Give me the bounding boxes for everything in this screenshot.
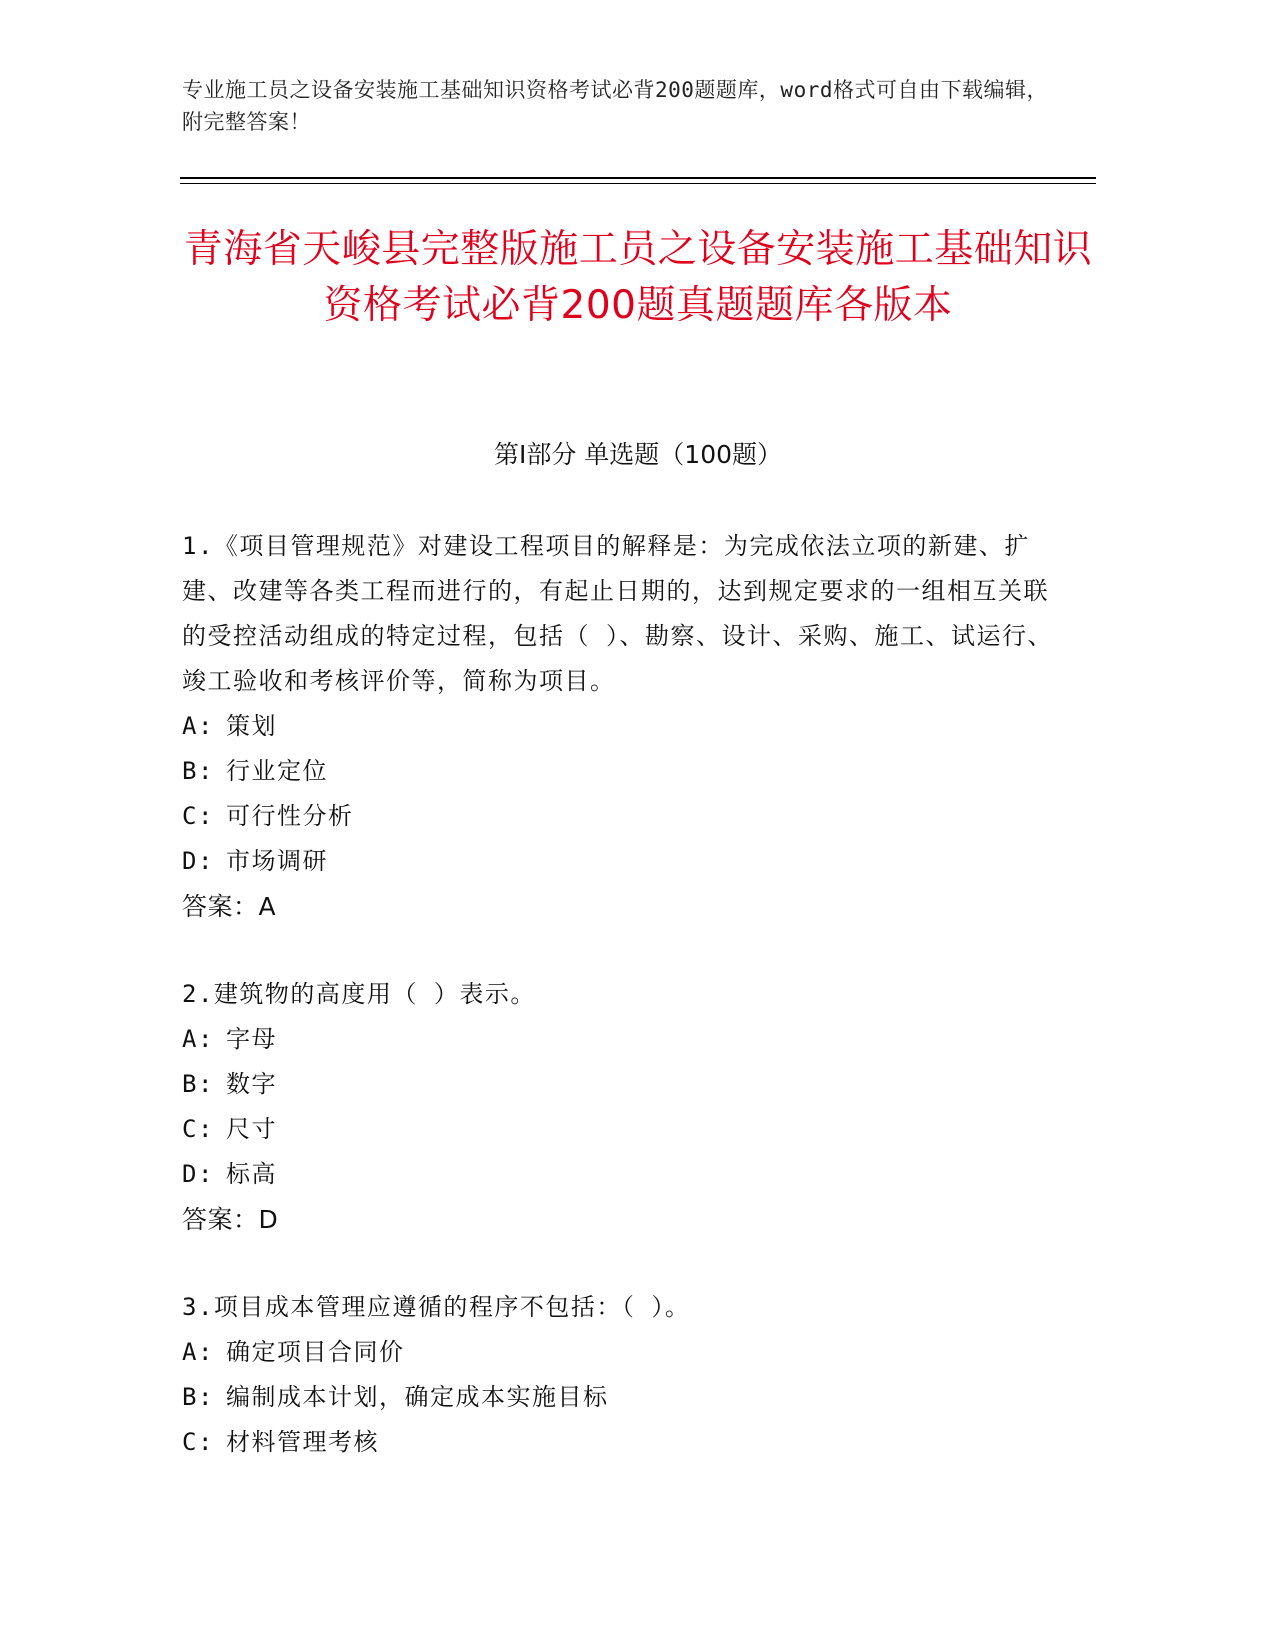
option-label: A: bbox=[182, 1338, 214, 1366]
question-3 bbox=[182, 1285, 1062, 1465]
option-label: B: bbox=[182, 1383, 214, 1411]
option-label: C: bbox=[182, 1428, 214, 1456]
question-list bbox=[182, 524, 1062, 1508]
option-text: 字母 bbox=[226, 1025, 277, 1053]
option-d bbox=[182, 1152, 1062, 1197]
document-title: 青海省天峻县完整版施工员之设备安装施工基础知识资格考试必背200题真题题库各版本 bbox=[183, 227, 1093, 328]
option-label: D: bbox=[182, 847, 214, 875]
option-a bbox=[182, 1017, 1062, 1062]
option-b bbox=[182, 1375, 1062, 1420]
option-label: D: bbox=[182, 1160, 214, 1188]
option-c bbox=[182, 1107, 1062, 1152]
section-title: 第Ⅰ部分 单选题（100题） bbox=[493, 440, 783, 469]
option-c bbox=[182, 1420, 1062, 1465]
answer-line: 答案：D bbox=[182, 1205, 279, 1234]
option-text: 策划 bbox=[226, 712, 277, 740]
option-c bbox=[182, 794, 1062, 839]
option-label: C: bbox=[182, 802, 214, 830]
answer-line: 答案：A bbox=[182, 892, 277, 921]
option-text: 材料管理考核 bbox=[226, 1428, 379, 1456]
option-b bbox=[182, 1062, 1062, 1107]
option-d bbox=[182, 839, 1062, 884]
option-a bbox=[182, 1330, 1062, 1375]
option-text: 行业定位 bbox=[226, 757, 328, 785]
header-note: 专业施工员之设备安装施工基础知识资格考试必背200题题库，word格式可自由下载编辑，附完整答案！ bbox=[182, 78, 1048, 134]
option-label: B: bbox=[182, 757, 214, 785]
option-text: 标高 bbox=[226, 1160, 277, 1188]
option-text: 可行性分析 bbox=[226, 802, 354, 830]
option-label: A: bbox=[182, 1025, 214, 1053]
option-text: 编制成本计划，确定成本实施目标 bbox=[226, 1383, 609, 1411]
option-label: C: bbox=[182, 1115, 214, 1143]
header-divider-thick bbox=[180, 177, 1096, 179]
option-label: A: bbox=[182, 712, 214, 740]
question-stem: 2.建筑物的高度用（ ）表示。 bbox=[182, 980, 536, 1008]
option-text: 数字 bbox=[226, 1070, 277, 1098]
option-label: B: bbox=[182, 1070, 214, 1098]
option-a bbox=[182, 704, 1062, 749]
option-text: 市场调研 bbox=[226, 847, 328, 875]
option-text: 确定项目合同价 bbox=[226, 1338, 405, 1366]
question-1 bbox=[182, 524, 1062, 929]
question-stem: 1.《项目管理规范》对建设工程项目的解释是：为完成依法立项的新建、扩建、改建等各类工程而进行的，有起止日期的，达到规定要求的一组相互关联的受控活动组成的特定过程，包括（ ）、勘察、设计、采购、施工、试运行、竣工验收和考核评价等，简称为项目。 bbox=[182, 532, 1053, 695]
header-divider-thin bbox=[180, 183, 1096, 184]
question-2 bbox=[182, 972, 1062, 1242]
question-stem: 3.项目成本管理应遵循的程序不包括：（ ）。 bbox=[182, 1293, 691, 1321]
option-b bbox=[182, 749, 1062, 794]
option-text: 尺寸 bbox=[226, 1115, 277, 1143]
